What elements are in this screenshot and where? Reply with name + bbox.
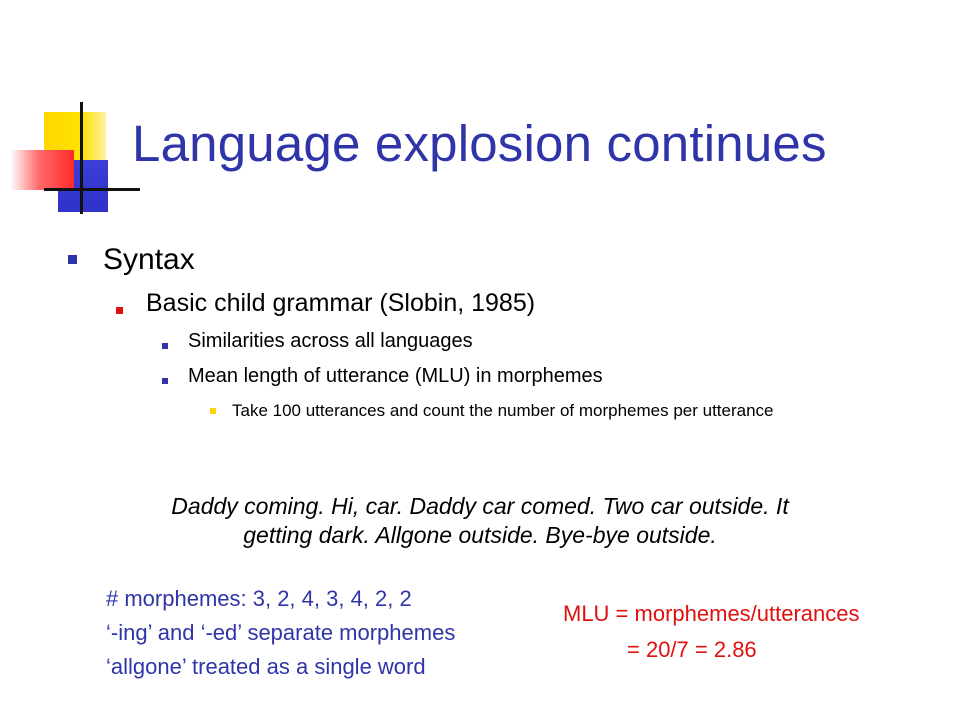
morpheme-notes: [106, 582, 455, 684]
bullet-text: Mean length of utterance (MLU) in morphemes: [188, 365, 603, 387]
logo-horizontal-line: [44, 188, 140, 191]
bullet-square-icon: [162, 343, 168, 349]
bullet-square-icon: [68, 255, 77, 264]
bullet-square-icon: [116, 307, 123, 314]
decorative-logo: [0, 0, 140, 230]
note-morpheme-counts: # morphemes: 3, 2, 4, 3, 4, 2, 2: [106, 586, 412, 611]
bullet-text: Basic child grammar (Slobin, 1985): [146, 289, 536, 317]
mlu-formula: [563, 596, 860, 668]
slide-title: Language explosion continues: [132, 115, 827, 172]
quote-line: Daddy coming. Hi, car. Daddy car comed. Two car outside. It: [171, 493, 789, 519]
bullet-text: Similarities across all languages: [188, 330, 473, 352]
logo-vertical-line: [80, 102, 83, 214]
note-ing-ed: ‘-ing’ and ‘-ed’ separate morphemes: [106, 620, 456, 645]
example-utterances: [110, 492, 850, 550]
note-allgone: ‘allgone’ treated as a single word: [106, 654, 426, 679]
bullet-text: Take 100 utterances and count the number of morphemes per utterance: [232, 401, 774, 420]
logo-red-square: [10, 150, 74, 190]
mlu-definition: MLU = morphemes/utterances: [563, 601, 860, 626]
bullet-text: Syntax: [103, 243, 195, 276]
mlu-result: = 20/7 = 2.86: [627, 637, 757, 662]
quote-line: getting dark. Allgone outside. Bye-bye outside.: [243, 522, 717, 548]
bullet-square-icon: [162, 378, 168, 384]
bullet-square-icon: [210, 408, 216, 414]
